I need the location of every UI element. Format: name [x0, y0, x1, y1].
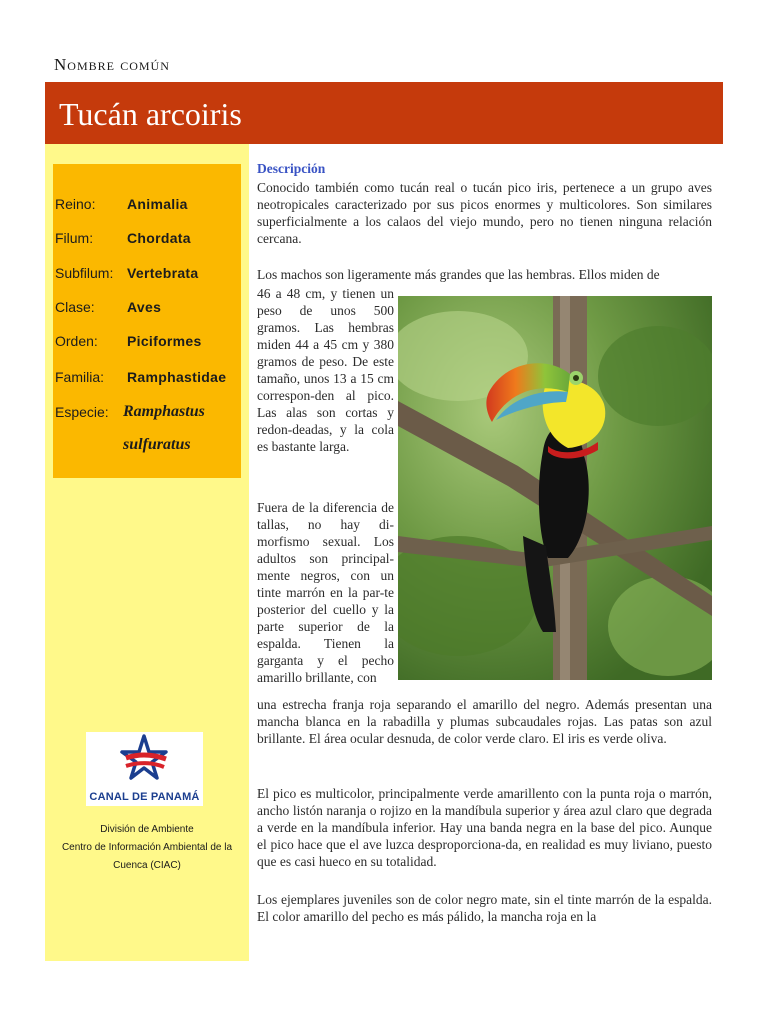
taxonomy-row-clase	[55, 299, 161, 315]
taxonomy-row-reino	[55, 196, 188, 212]
species-name-genus: Ramphastus	[123, 403, 205, 420]
org-line-3: Cuenca (CIAC)	[113, 860, 181, 871]
organization-info	[50, 821, 244, 875]
org-line-1: División de Ambiente	[100, 824, 194, 835]
canal-de-panama-logo	[86, 732, 203, 806]
title-bar	[45, 82, 723, 144]
taxonomy-label: Clase:	[55, 299, 95, 315]
taxonomy-row-familia	[55, 369, 226, 385]
description-paragraph-2: 46 a 48 cm, y tienen un peso de unos 500 gramos. Las hembras miden 44 a 45 cm y 380 gramos de peso. De este tamaño, unos 13 a 15 cm correspon-den al pico. Las alas son cortas y redon-deadas, y la cola es bastante larga.	[257, 286, 394, 454]
taxonomy-label: Orden:	[55, 333, 98, 349]
description-paragraph-5: Los ejemplares juveniles son de color negro mate, sin el tinte marrón de la espalda. El color amarillo del pecho es más pálido, la mancha roja en la	[257, 892, 712, 924]
taxonomy-label: Subfilum:	[55, 265, 114, 281]
taxonomy-value: Animalia	[127, 196, 188, 212]
description-paragraph-3: Fuera de la diferencia de tallas, no hay di-morfismo sexual. Los adultos son principal-mente negros, con un tinte marrón en la par-te posterior del cuello y la parte superior de la espalda. Tienen la garganta y el pecho amarillo brillante, con	[257, 500, 394, 685]
taxonomy-row-orden	[55, 333, 202, 349]
taxonomy-box	[53, 164, 241, 478]
taxonomy-label: Reino:	[55, 196, 96, 212]
taxonomy-value: Vertebrata	[127, 265, 199, 281]
taxonomy-label: Filum:	[55, 230, 94, 246]
star-logo-icon	[86, 732, 203, 790]
taxonomy-label: Especie:	[55, 404, 109, 420]
taxonomy-value: Chordata	[127, 230, 191, 246]
taxonomy-value: Aves	[127, 299, 162, 315]
description-heading: Descripción	[257, 161, 326, 176]
description-paragraph-1: Conocido también como tucán real o tucán pico iris, pertenece a un grupo aves neotropicales caracterizado por sus picos enormes y multicolores. Son similares superficialmente a los calaos del viejo mundo, pero no tienen ninguna relación cercana.	[257, 180, 712, 246]
description-paragraph-3-cont: una estrecha franja roja separando el amarillo del negro. Además presentan una mancha blanca en la rabadilla y plumas subcaudales rojas. Las patas son azul brillante. El área ocular desnuda, de color verde claro. El iris es verde oliva.	[257, 697, 712, 746]
common-name-label: Nombre común	[54, 55, 170, 74]
taxonomy-row-subfilum	[55, 265, 198, 281]
page-title: Tucán arcoiris	[59, 96, 242, 132]
taxonomy-value: Ramphastidae	[127, 369, 227, 385]
description-paragraph-2-intro: Los machos son ligeramente más grandes que las hembras. Ellos miden de	[257, 267, 660, 282]
species-name-epithet: sulfuratus	[123, 436, 191, 453]
org-line-2: Centro de Información Ambiental de la	[61, 842, 233, 853]
description-paragraph-4: El pico es multicolor, principalmente verde amarillento con la punta roja o marrón, ancho listón naranja o rojizo en la mandíbula superior y área azul claro que degrada a verde en la mandíbula inferior. Hay una banda negra en la base del pico. Aunque el pico hace que el ave luzca desproporciona-da, en realidad es muy liviano, puesto que es casi hueco en su totalidad.	[257, 786, 712, 869]
taxonomy-label: Familia:	[55, 369, 105, 385]
toucan-photo	[398, 296, 712, 680]
taxonomy-row-especie	[55, 404, 127, 420]
logo-text: CANAL DE PANAMÁ	[89, 791, 200, 803]
taxonomy-row-filum	[55, 230, 191, 246]
taxonomy-value: Piciformes	[127, 333, 202, 349]
